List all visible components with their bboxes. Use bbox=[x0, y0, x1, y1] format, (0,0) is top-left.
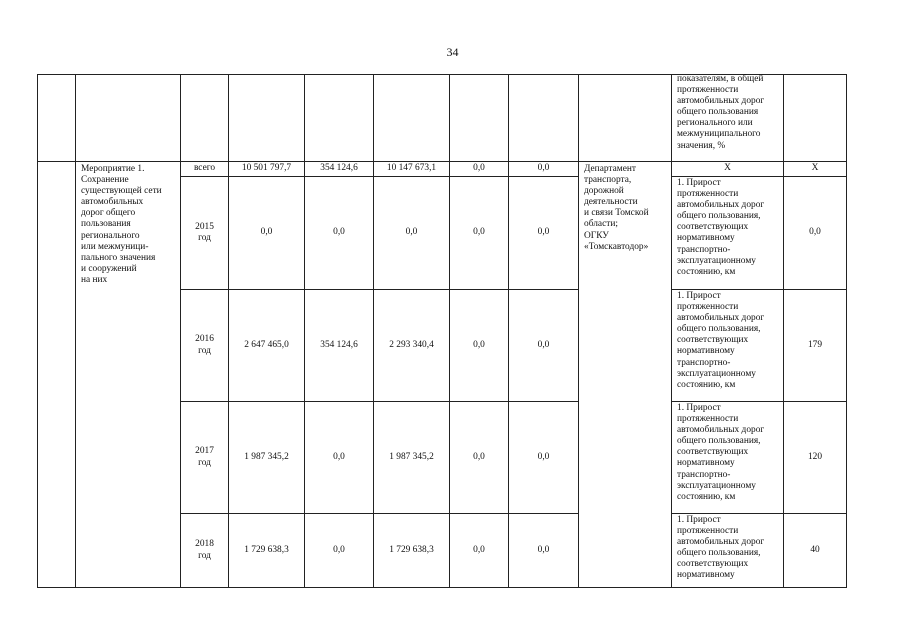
page-number: 34 bbox=[446, 45, 459, 59]
total-other: 0,0 bbox=[509, 162, 579, 177]
cell-year-cont bbox=[181, 74, 229, 162]
cell-num-event bbox=[37, 162, 76, 588]
row-2015-total: 0,0 bbox=[229, 177, 305, 290]
row-2017-year: 2017 год bbox=[181, 402, 229, 514]
event-executor: Департамент транспорта, дорожной деятельности и связи Томской области; ОГКУ «Томскавтодор» bbox=[579, 162, 672, 588]
row-2016-year: 2016 год bbox=[181, 290, 229, 402]
total-regional: 10 147 673,1 bbox=[374, 162, 450, 177]
cell-num-cont bbox=[37, 74, 76, 162]
cell-executor-cont bbox=[579, 74, 672, 162]
row-2018-value: 40 bbox=[784, 514, 847, 588]
row-2015-value: 0,0 bbox=[784, 177, 847, 290]
row-2015-local: 0,0 bbox=[450, 177, 509, 290]
row-2018-regional: 1 729 638,3 bbox=[374, 514, 450, 588]
row-2017-other: 0,0 bbox=[509, 402, 579, 514]
row-2016-value: 179 bbox=[784, 290, 847, 402]
row-2015-other: 0,0 bbox=[509, 177, 579, 290]
row-2018-total: 1 729 638,3 bbox=[229, 514, 305, 588]
row-2016-total: 2 647 465,0 bbox=[229, 290, 305, 402]
total-sum: 10 501 797,7 bbox=[229, 162, 305, 177]
row-2015-federal: 0,0 bbox=[305, 177, 374, 290]
event-title: Мероприятие 1. Сохранение существующей сети автомобильных дорог общего пользования регионального или межмуници- пального значения и сооружений на них bbox=[76, 162, 181, 588]
row-2017-total: 1 987 345,2 bbox=[229, 402, 305, 514]
total-federal: 354 124,6 bbox=[305, 162, 374, 177]
row-2016-other: 0,0 bbox=[509, 290, 579, 402]
row-2017-local: 0,0 bbox=[450, 402, 509, 514]
total-label: всего bbox=[181, 162, 229, 177]
cell-event-cont bbox=[76, 74, 181, 162]
row-2018-other: 0,0 bbox=[509, 514, 579, 588]
row-2018-federal: 0,0 bbox=[305, 514, 374, 588]
row-2015-indicator: 1. Прирост протяженности автомобильных дорог общего пользования, соответствующих нормативному транспортно- эксплуатационному состоянию, км bbox=[672, 177, 784, 290]
row-2016-regional: 2 293 340,4 bbox=[374, 290, 450, 402]
cell-other-cont bbox=[509, 74, 579, 162]
row-2018-year: 2018 год bbox=[181, 514, 229, 588]
row-2015-regional: 0,0 bbox=[374, 177, 450, 290]
cell-federal-cont bbox=[305, 74, 374, 162]
row-2017-indicator: 1. Прирост протяженности автомобильных дорог общего пользования, соответствующих нормативному транспортно- эксплуатационному состоянию, км bbox=[672, 402, 784, 514]
row-2016-indicator: 1. Прирост протяженности автомобильных дорог общего пользования, соответствующих нормативному транспортно- эксплуатационному состоянию, км bbox=[672, 290, 784, 402]
cell-local-cont bbox=[450, 74, 509, 162]
cell-indicator-cont: показателям, в общей протяженности автомобильных дорог общего пользования регионального или межмуниципального значения, % bbox=[672, 74, 784, 162]
cell-total-cont bbox=[229, 74, 305, 162]
total-local: 0,0 bbox=[450, 162, 509, 177]
total-value: X bbox=[784, 162, 847, 177]
row-2016-local: 0,0 bbox=[450, 290, 509, 402]
cell-value-cont bbox=[784, 74, 847, 162]
cell-regional-cont bbox=[374, 74, 450, 162]
row-2015-year: 2015 год bbox=[181, 177, 229, 290]
row-2016-federal: 354 124,6 bbox=[305, 290, 374, 402]
row-2018-local: 0,0 bbox=[450, 514, 509, 588]
row-2017-regional: 1 987 345,2 bbox=[374, 402, 450, 514]
total-indicator: X bbox=[672, 162, 784, 177]
row-2017-federal: 0,0 bbox=[305, 402, 374, 514]
row-2018-indicator: 1. Прирост протяженности автомобильных дорог общего пользования, соответствующих нормативному bbox=[672, 514, 784, 588]
row-2017-value: 120 bbox=[784, 402, 847, 514]
